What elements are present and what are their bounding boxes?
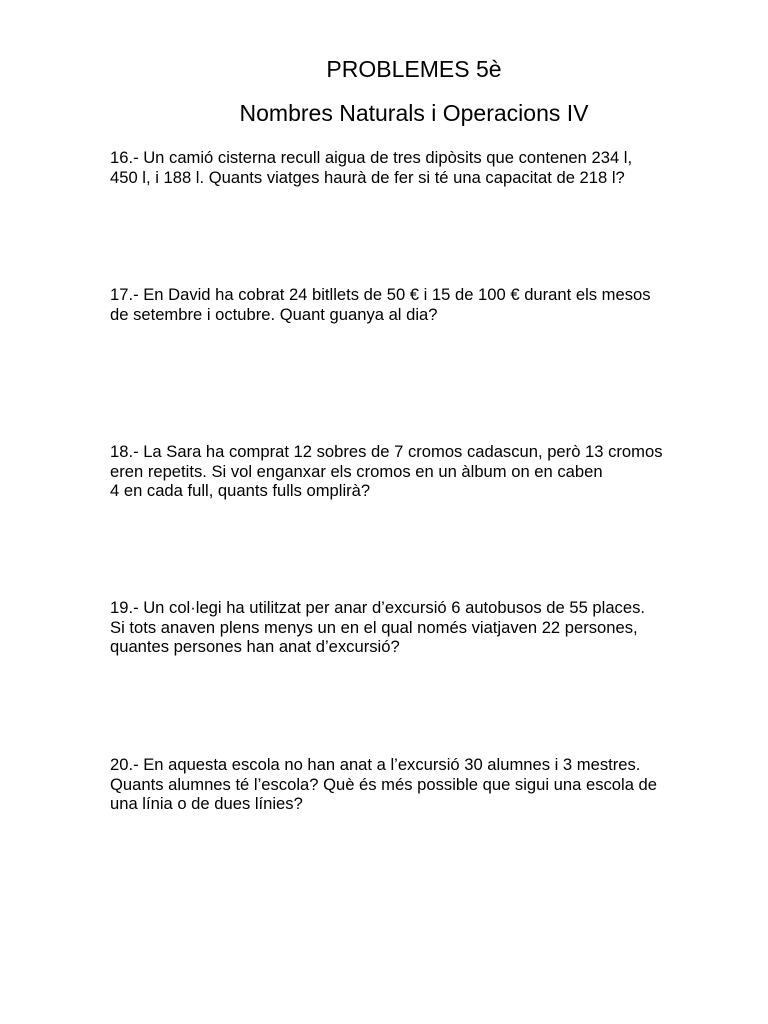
- problem-19: [110, 598, 730, 657]
- problem-17: [110, 285, 730, 324]
- problem-text-line: 18.- La Sara ha comprat 12 sobres de 7 cromos cadascun, però 13 cromos: [110, 442, 663, 461]
- problem-text-line: 4 en cada full, quants fulls omplirà?: [110, 481, 371, 500]
- problem-text-line: de setembre i octubre. Quant guanya al dia?: [110, 304, 438, 324]
- problem-text-line: 17.- En David ha cobrat 24 bitllets de 50 € i 15 de 100 € durant els mesos: [110, 285, 651, 304]
- problem-text-line: una línia o de dues línies?: [110, 794, 303, 813]
- problem-text-line: Si tots anaven plens menys un en el qual només viatjaven 22 persones,: [110, 617, 638, 637]
- page-title: PROBLEMES 5è: [326, 56, 502, 82]
- page-subtitle: Nombres Naturals i Operacions IV: [239, 100, 589, 126]
- problem-20: [110, 755, 730, 814]
- problem-text-line: 16.- Un camió cisterna recull aigua de tres dipòsits que contenen 234 l,: [110, 148, 633, 167]
- problem-18: [110, 442, 730, 501]
- problem-text-line: 19.- Un col·legi ha utilitzat per anar d’excursió 6 autobusos de 55 places.: [110, 598, 645, 617]
- problem-text-line: eren repetits. Si vol enganxar els cromos en un àlbum on en caben: [110, 461, 603, 481]
- problem-text-line: 450 l, i 188 l. Quants viatges haurà de fer si té una capacitat de 218 l?: [110, 167, 625, 187]
- problem-text-line: 20.- En aquesta escola no han anat a l’excursió 30 alumnes i 3 mestres.: [110, 755, 641, 774]
- problem-text-line: quantes persones han anat d’excursió?: [110, 637, 400, 656]
- problem-16: [110, 148, 730, 187]
- problem-text-line: Quants alumnes té l’escola? Què és més possible que sigui una escola de: [110, 774, 657, 794]
